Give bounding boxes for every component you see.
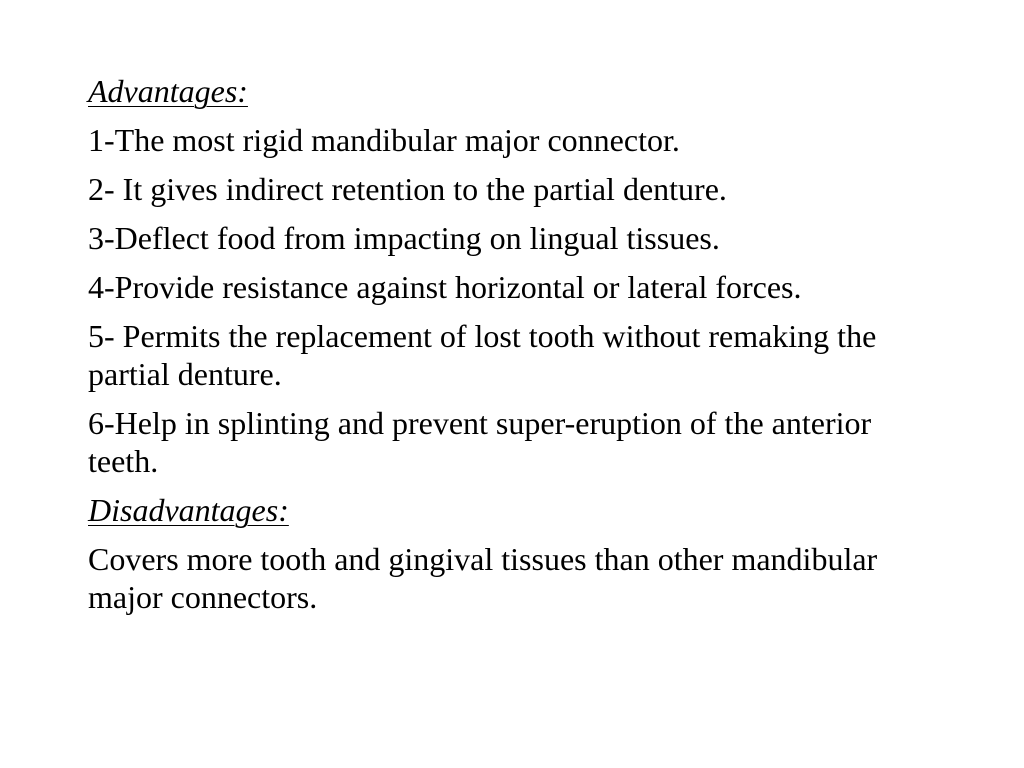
disadvantages-heading: Disadvantages: — [88, 492, 289, 528]
advantage-item-3: 3-Deflect food from impacting on lingual tissues. — [88, 220, 720, 256]
advantage-item-5: 5- Permits the replacement of lost tooth without remaking the partial denture. — [88, 318, 877, 392]
disadvantage-item-1: Covers more tooth and gingival tissues than other mandibular major connectors. — [88, 541, 878, 615]
advantages-heading: Advantages: — [88, 73, 248, 109]
advantage-item-6: 6-Help in splinting and prevent super-eruption of the anterior teeth. — [88, 405, 872, 479]
advantage-item-1: 1-The most rigid mandibular major connector. — [88, 122, 680, 158]
advantage-item-4: 4-Provide resistance against horizontal or lateral forces. — [88, 269, 802, 305]
advantage-item-2: 2- It gives indirect retention to the partial denture. — [88, 171, 727, 207]
slide-content — [88, 72, 948, 627]
